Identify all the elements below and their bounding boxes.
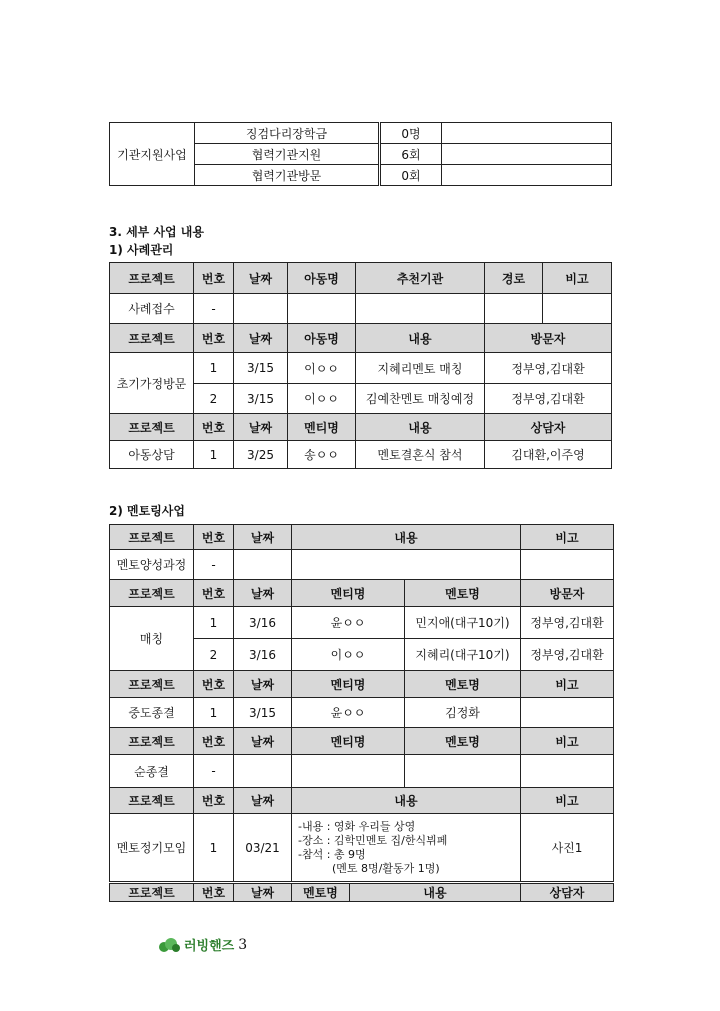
match-no: 2 bbox=[194, 639, 234, 671]
visit-no: 2 bbox=[194, 384, 234, 414]
col-header: 경로 bbox=[485, 263, 543, 294]
match-mentor: 민지애(대구10기) bbox=[405, 607, 521, 639]
meeting-project: 멘토정기모임 bbox=[110, 814, 194, 882]
sub2-title: 2) 멘토링사업 bbox=[109, 504, 185, 518]
support-category: 기관지원사업 bbox=[110, 123, 195, 186]
visit-content: 지혜리멘토 매칭 bbox=[356, 353, 485, 384]
sub1-title: 1) 사례관리 bbox=[109, 243, 174, 257]
page-number: 3 bbox=[238, 936, 248, 953]
midterm-mentee: 윤ㅇㅇ bbox=[292, 698, 405, 728]
match-mentor: 지혜리(대구10기) bbox=[405, 639, 521, 671]
visit-visitor: 정부영,김대환 bbox=[485, 353, 612, 384]
case-table bbox=[109, 262, 612, 469]
col-header: 프로젝트 bbox=[110, 414, 194, 441]
col-header: 프로젝트 bbox=[110, 728, 194, 755]
intake-project: 사례접수 bbox=[110, 294, 194, 324]
match-project: 매칭 bbox=[110, 607, 194, 671]
col-header: 멘토명 bbox=[405, 671, 521, 698]
section3-title: 3. 세부 사업 내용 bbox=[109, 225, 204, 239]
col-header: 멘토명 bbox=[405, 580, 521, 607]
col-header: 날짜 bbox=[234, 884, 292, 902]
training-no: - bbox=[194, 550, 234, 580]
match-visitor: 정부영,김대환 bbox=[521, 639, 614, 671]
col-header: 내용 bbox=[292, 788, 521, 814]
page-footer bbox=[158, 935, 247, 954]
col-header: 비고 bbox=[521, 728, 614, 755]
col-header: 내용 bbox=[292, 525, 521, 550]
match-mentee: 이ㅇㅇ bbox=[292, 639, 405, 671]
midterm-date: 3/15 bbox=[234, 698, 292, 728]
brand-name: 러빙핸즈 bbox=[184, 939, 235, 954]
support-value: 0회 bbox=[380, 165, 442, 186]
meeting-content bbox=[292, 814, 521, 882]
col-header: 아동명 bbox=[288, 263, 356, 294]
consult-project: 아동상담 bbox=[110, 441, 194, 469]
col-header: 멘티명 bbox=[292, 671, 405, 698]
support-note bbox=[442, 144, 612, 165]
col-header: 날짜 bbox=[234, 671, 292, 698]
visit-no: 1 bbox=[194, 353, 234, 384]
col-header: 번호 bbox=[194, 580, 234, 607]
meeting-line: (멘토 8명/활동가 1명) bbox=[332, 861, 440, 875]
mentoring-table-last-header bbox=[109, 883, 614, 902]
col-header: 방문자 bbox=[485, 324, 612, 353]
col-header: 멘티명 bbox=[292, 728, 405, 755]
col-header: 비고 bbox=[521, 525, 614, 550]
meeting-line: -참석 : 총 9명 bbox=[298, 847, 366, 861]
col-header: 번호 bbox=[194, 728, 234, 755]
support-item: 징검다리장학금 bbox=[195, 123, 380, 144]
training-content bbox=[292, 550, 521, 580]
visit-date: 3/15 bbox=[234, 384, 288, 414]
intake-note bbox=[543, 294, 612, 324]
midterm-mentor: 김정화 bbox=[405, 698, 521, 728]
meeting-date: 03/21 bbox=[234, 814, 292, 882]
col-header: 멘토명 bbox=[292, 884, 350, 902]
meeting-line: -내용 : 영화 우리들 상영 bbox=[298, 819, 416, 833]
intake-agency bbox=[356, 294, 485, 324]
meeting-note: 사진1 bbox=[521, 814, 614, 882]
visit-visitor: 정부영,김대환 bbox=[485, 384, 612, 414]
visit-project: 초기가정방문 bbox=[110, 353, 194, 414]
support-value: 6회 bbox=[380, 144, 442, 165]
midterm-no: 1 bbox=[194, 698, 234, 728]
support-note bbox=[442, 165, 612, 186]
training-project: 멘토양성과정 bbox=[110, 550, 194, 580]
col-header: 번호 bbox=[194, 525, 234, 550]
visit-child: 이ㅇㅇ bbox=[288, 384, 356, 414]
col-header: 프로젝트 bbox=[110, 324, 194, 353]
col-header: 비고 bbox=[543, 263, 612, 294]
leaf-logo-icon bbox=[158, 937, 180, 953]
consult-mentee: 송ㅇㅇ bbox=[288, 441, 356, 469]
col-header: 상담자 bbox=[485, 414, 612, 441]
col-header: 번호 bbox=[194, 788, 234, 814]
end-mentee bbox=[292, 755, 405, 788]
support-item: 협력기관방문 bbox=[195, 165, 380, 186]
col-header: 비고 bbox=[521, 671, 614, 698]
match-date: 3/16 bbox=[234, 639, 292, 671]
col-header: 프로젝트 bbox=[110, 671, 194, 698]
intake-date bbox=[234, 294, 288, 324]
visit-date: 3/15 bbox=[234, 353, 288, 384]
intake-child bbox=[288, 294, 356, 324]
meeting-line: -장소 : 김학민멘토 집/한식뷔페 bbox=[298, 833, 448, 847]
col-header: 날짜 bbox=[234, 414, 288, 441]
col-header: 날짜 bbox=[234, 728, 292, 755]
col-header: 날짜 bbox=[234, 324, 288, 353]
col-header: 추천기관 bbox=[356, 263, 485, 294]
col-header: 프로젝트 bbox=[110, 580, 194, 607]
col-header: 번호 bbox=[194, 324, 234, 353]
intake-route bbox=[485, 294, 543, 324]
col-header: 내용 bbox=[356, 324, 485, 353]
midterm-note bbox=[521, 698, 614, 728]
consult-no: 1 bbox=[194, 441, 234, 469]
training-note bbox=[521, 550, 614, 580]
end-note bbox=[521, 755, 614, 788]
col-header: 번호 bbox=[194, 884, 234, 902]
col-header: 프로젝트 bbox=[110, 788, 194, 814]
col-header: 내용 bbox=[350, 884, 521, 902]
support-value: 0명 bbox=[380, 123, 442, 144]
col-header: 날짜 bbox=[234, 788, 292, 814]
col-header: 프로젝트 bbox=[110, 263, 194, 294]
consult-counselor: 김대환,이주영 bbox=[485, 441, 612, 469]
end-no: - bbox=[194, 755, 234, 788]
match-no: 1 bbox=[194, 607, 234, 639]
end-date bbox=[234, 755, 292, 788]
meeting-no: 1 bbox=[194, 814, 234, 882]
visit-content: 김예찬멘토 매칭예정 bbox=[356, 384, 485, 414]
end-project: 순종결 bbox=[110, 755, 194, 788]
col-header: 날짜 bbox=[234, 263, 288, 294]
end-mentor bbox=[405, 755, 521, 788]
match-date: 3/16 bbox=[234, 607, 292, 639]
consult-date: 3/25 bbox=[234, 441, 288, 469]
col-header: 비고 bbox=[521, 788, 614, 814]
match-mentee: 윤ㅇㅇ bbox=[292, 607, 405, 639]
col-header: 아동명 bbox=[288, 324, 356, 353]
col-header: 번호 bbox=[194, 671, 234, 698]
col-header: 날짜 bbox=[234, 525, 292, 550]
col-header: 멘티명 bbox=[292, 580, 405, 607]
visit-child: 이ㅇㅇ bbox=[288, 353, 356, 384]
col-header: 방문자 bbox=[521, 580, 614, 607]
col-header: 날짜 bbox=[234, 580, 292, 607]
consult-content: 멘토결혼식 참석 bbox=[356, 441, 485, 469]
col-header: 내용 bbox=[356, 414, 485, 441]
col-header: 상담자 bbox=[521, 884, 614, 902]
col-header: 멘토명 bbox=[405, 728, 521, 755]
col-header: 프로젝트 bbox=[110, 525, 194, 550]
match-visitor: 정부영,김대환 bbox=[521, 607, 614, 639]
mentoring-table bbox=[109, 524, 614, 882]
support-table bbox=[109, 122, 612, 186]
col-header: 번호 bbox=[194, 263, 234, 294]
intake-no: - bbox=[194, 294, 234, 324]
col-header: 프로젝트 bbox=[110, 884, 194, 902]
support-item: 협력기관지원 bbox=[195, 144, 380, 165]
support-note bbox=[442, 123, 612, 144]
col-header: 멘티명 bbox=[288, 414, 356, 441]
midterm-project: 중도종결 bbox=[110, 698, 194, 728]
col-header: 번호 bbox=[194, 414, 234, 441]
training-date bbox=[234, 550, 292, 580]
